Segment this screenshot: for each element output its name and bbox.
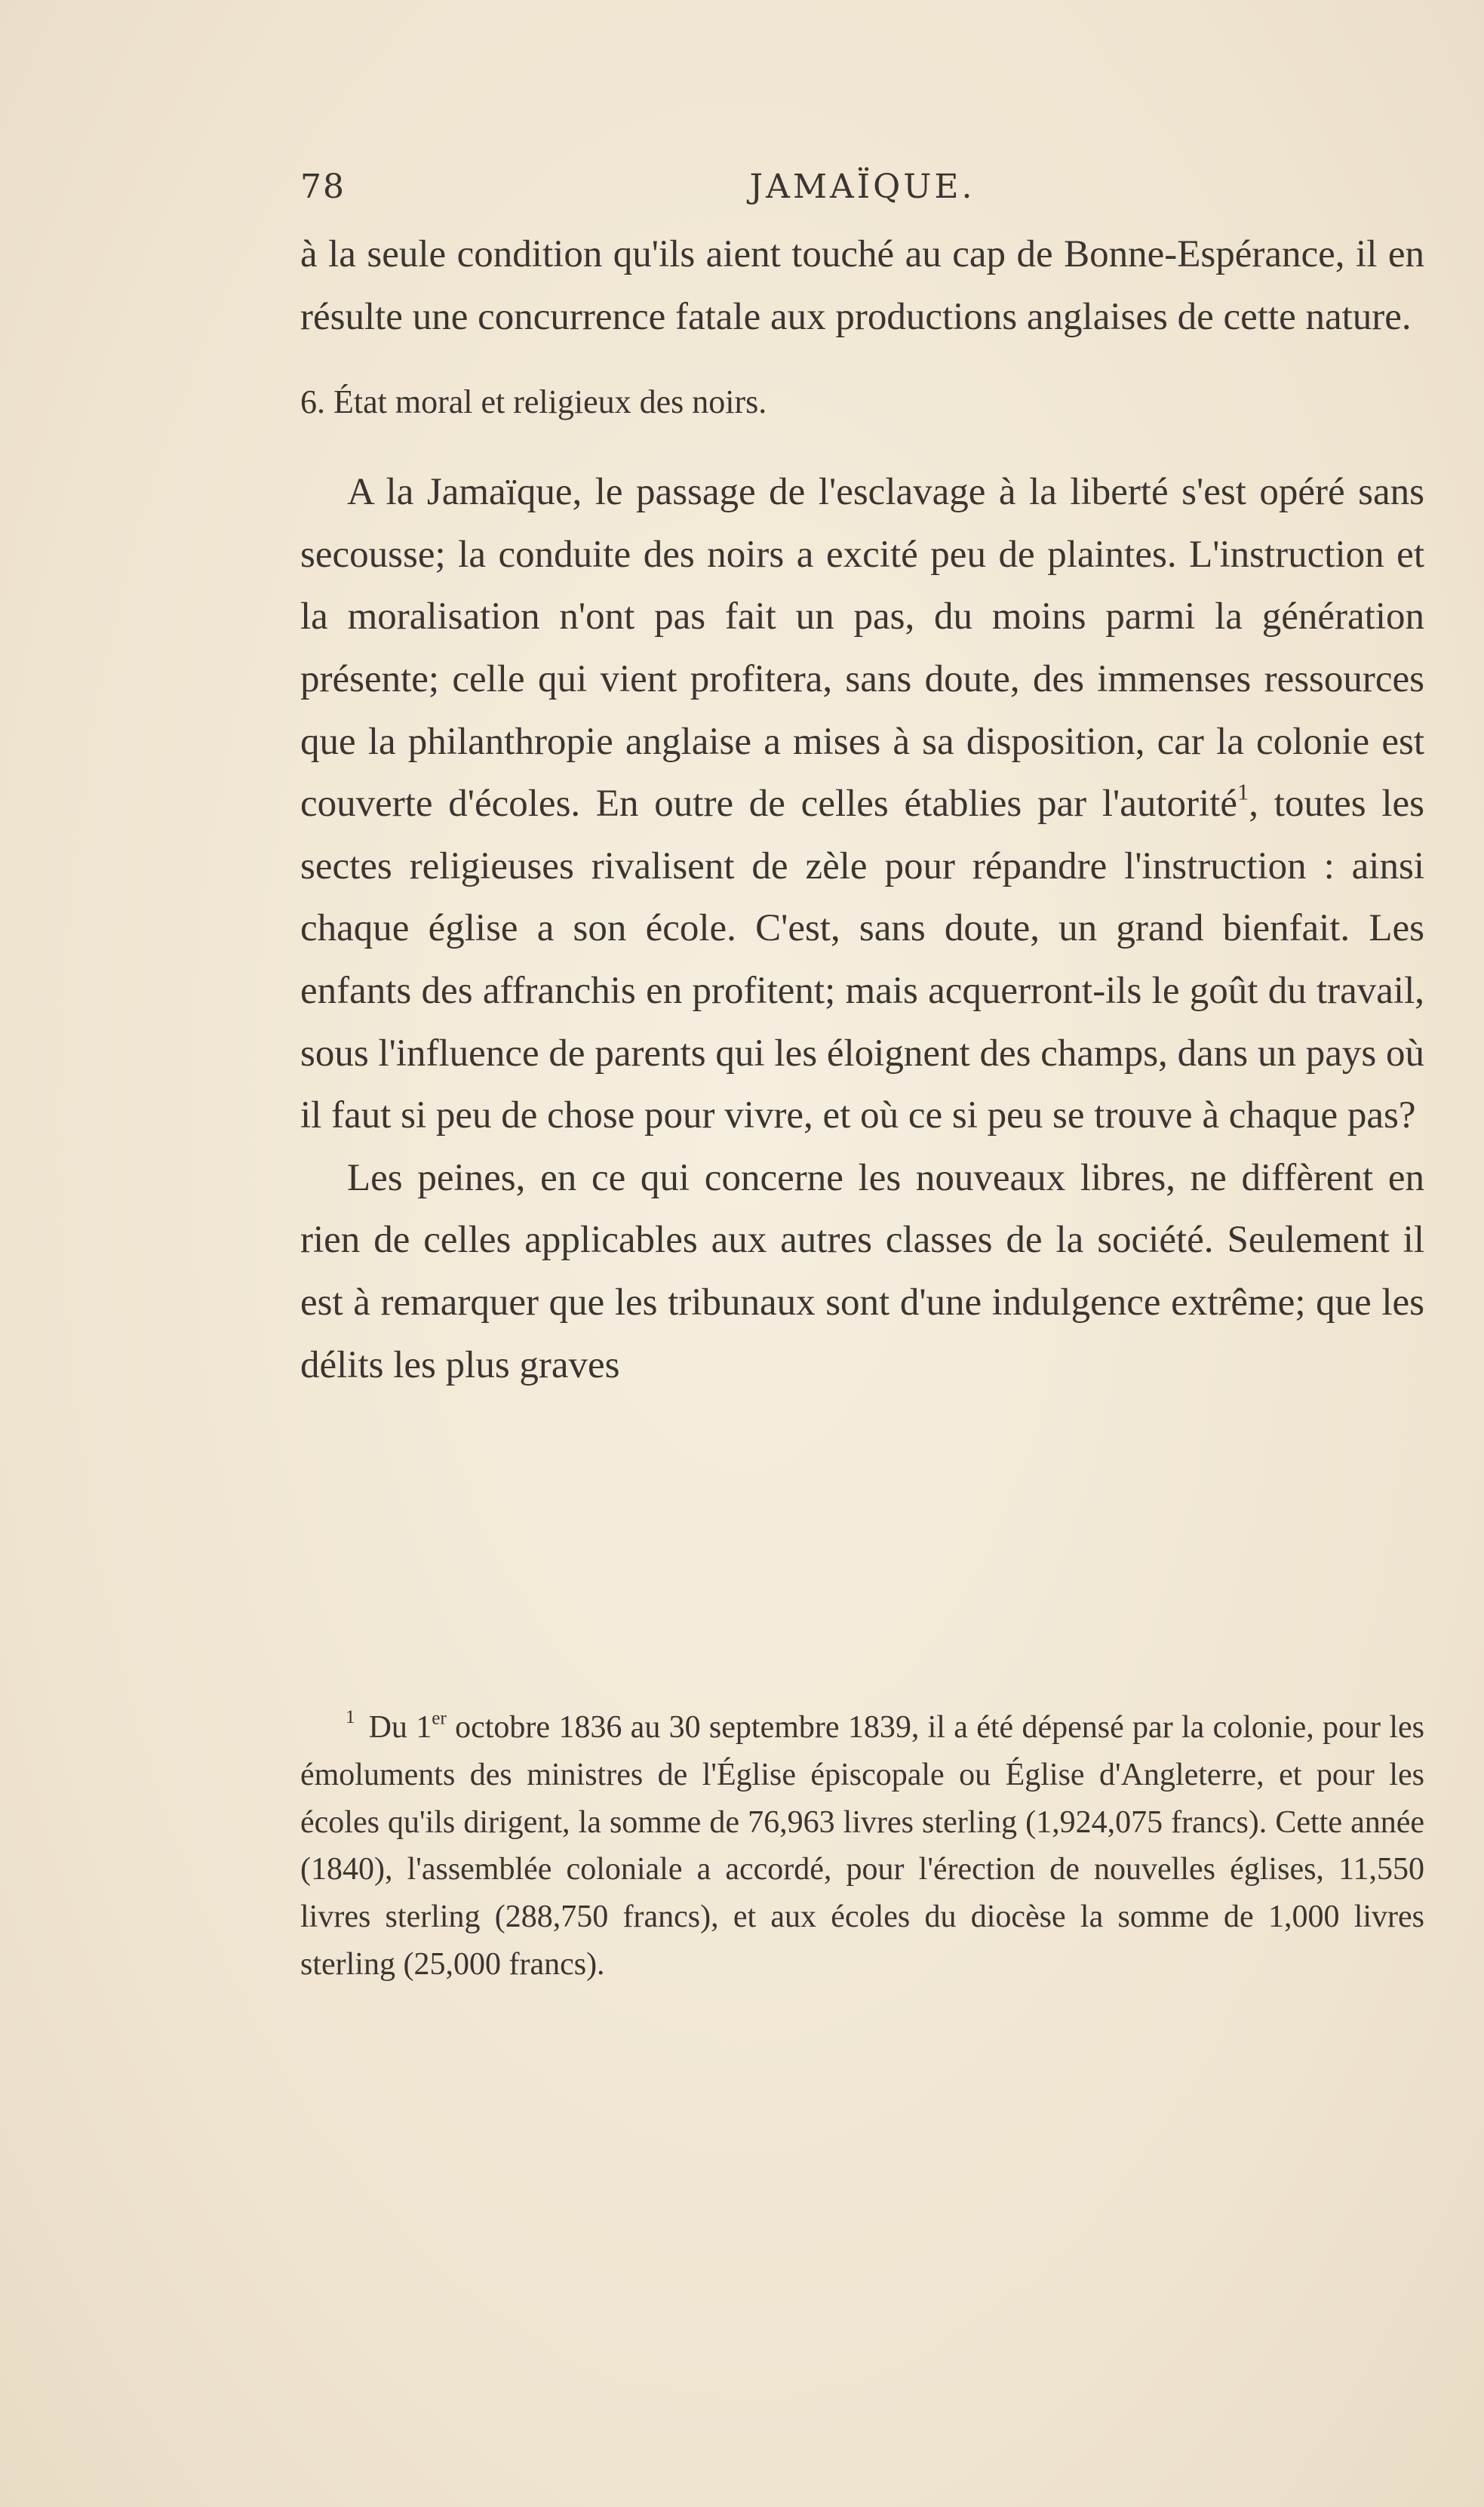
footnote xyxy=(300,1704,1424,1989)
ordinal-superscript: er xyxy=(432,1708,447,1729)
footnote-marker: 1 xyxy=(346,1707,355,1728)
paragraph-text: , toutes les sectes religieuses rivalisent de zèle pour répandre l'instruction : ainsi chaque église a son école. C'est, sans doute, un grand bienfait. Les enfants des affranchis en profitent; mais acquerront-ils le goût du travail, sous l'influence de parents qui les éloignent des champs, dans un pays où il faut si peu de chose pour vivre, et où ce si peu se trouve à chaque pas? xyxy=(300,783,1424,1137)
paragraph: Les peines, en ce qui concerne les nouveaux libres, ne diffèrent en rien de celles applicables aux autres classes de la société. Seulement il est à remarquer que les tribunaux sont d'une indulgence extrême; que les délits les plus graves xyxy=(300,1156,1424,1386)
footnote-text: octobre 1836 au 30 septembre 1839, il a été dépensé par la colonie, pour les émoluments des ministres de l'Église épiscopale ou Église d'Angleterre, et pour les écoles qu'ils dirigent, la somme de 76,963 livres sterling (1,924,075 francs). Cette année (1840), l'assemblée coloniale a accordé, pour l'érection de nouvelles églises, 11,550 livres sterling (288,750 francs), et aux écoles du diocèse la somme de 1,000 livres sterling (25,000 francs). xyxy=(300,1710,1424,1982)
footnotes xyxy=(300,1704,1424,1989)
running-title: JAMAÏQUE. xyxy=(749,168,976,206)
footnote-reference[interactable]: 1 xyxy=(1237,779,1249,805)
page-number: 78 xyxy=(300,168,346,206)
running-head xyxy=(300,168,1424,213)
section-heading: 6. État moral et religieux des noirs. xyxy=(300,383,767,421)
main-text xyxy=(300,223,1424,1396)
paragraph-text: A la Jamaïque, le passage de l'esclavage à la liberté s'est opéré sans secousse; la conduite des noirs a excité peu de plaintes. L'instruction et la moralisation n'ont pas fait un pas, du moins parmi la génération présente; celle qui vient profitera, sans doute, des immenses ressources que la philanthropie anglaise a mises à sa disposition, car la colonie est couverte d'écoles. En outre de celles établies par l'autorité xyxy=(300,471,1424,826)
opening-paragraph: à la seule condition qu'ils aient touché au cap de Bonne-Espérance, il en résulte une concurrence fatale aux productions anglaises de cette nature. xyxy=(300,233,1424,338)
paragraph xyxy=(300,461,1424,1147)
footnote-text: Du 1 xyxy=(368,1710,432,1745)
